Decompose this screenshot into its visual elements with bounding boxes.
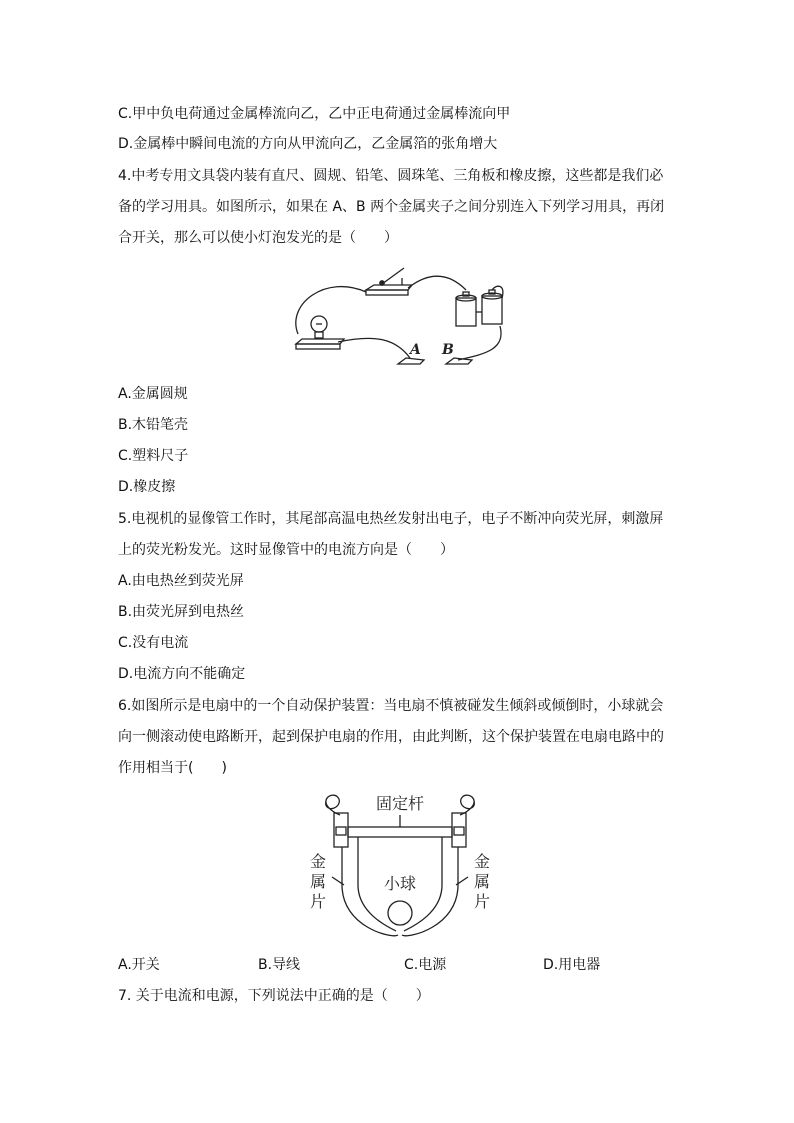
left-wire <box>326 795 340 815</box>
right-wire <box>460 795 474 815</box>
q3-option-c: C.甲中负电荷通过金属棒流向乙，乙中正电荷通过金属棒流向甲 <box>118 106 511 122</box>
q6-protection-figure <box>300 785 500 947</box>
q6-stem-line3: 作用相当于( ) <box>118 760 227 776</box>
q5-option-d: D.电流方向不能确定 <box>118 666 246 682</box>
battery-right <box>482 290 502 324</box>
wire-battery-clip-b <box>458 326 501 360</box>
battery-left <box>456 292 476 326</box>
q6-option-b: B.导线 <box>258 957 301 973</box>
q4-option-a: A.金属圆规 <box>118 386 188 402</box>
wire-switch-battery <box>408 276 466 290</box>
switch-base <box>366 285 412 290</box>
label-metal-left-3: 片 <box>309 892 327 911</box>
clip-a <box>398 358 424 364</box>
label-metal-right-1: 金 <box>473 852 491 871</box>
label-ball: 小球 <box>383 874 417 893</box>
label-clip-a: A <box>410 342 421 358</box>
q6-option-a: A.开关 <box>118 957 160 973</box>
lamp-base <box>296 339 344 344</box>
switch-knife <box>382 268 404 284</box>
label-metal-right-2: 属 <box>473 872 491 891</box>
q6-stem-line2: 向一侧滚动使电路断开，起到保护电扇的作用，由此判断，这个保护装置在电扇电路中的 <box>118 729 664 745</box>
q4-circuit-figure <box>286 254 516 374</box>
label-metal-left-1: 金 <box>309 852 327 871</box>
clip-b <box>446 358 472 364</box>
q5-stem-line1: 5.电视机的显像管工作时，其尾部高温电热丝发射出电子，电子不断冲向荧光屏，刺激屏 <box>118 511 664 527</box>
label-clip-b: B <box>442 342 454 358</box>
q7-stem-line1: 7. 关于电流和电源，下列说法中正确的是（ ） <box>118 988 430 1004</box>
fixed-rod <box>348 827 452 837</box>
q6-options <box>118 957 678 973</box>
label-metal-right-3: 片 <box>473 892 491 911</box>
wire-lamp-clip-a <box>338 338 410 358</box>
q4-option-c: C.塑料尺子 <box>118 448 189 464</box>
q4-stem-line1: 4.中考专用文具袋内装有直尺、圆规、铅笔、圆珠笔、三角板和橡皮擦，这些都是我们必 <box>118 168 664 184</box>
q6-stem-line1: 6.如图所示是电扇中的一个自动保护装置：当电扇不慎被碰发生倾斜或倾倒时，小球就会 <box>118 698 664 714</box>
q5-stem-line2: 上的荧光粉发光。这时显像管中的电流方向是（ ） <box>118 542 454 558</box>
q6-option-d: D.用电器 <box>543 957 601 973</box>
label-fixed-rod: 固定杆 <box>375 794 425 813</box>
label-metal-left-2: 属 <box>309 872 327 891</box>
ball <box>388 901 412 925</box>
q4-option-b: B.木铅笔壳 <box>118 417 189 433</box>
q5-option-b: B.由荧光屏到电热丝 <box>118 604 245 620</box>
q4-stem-line2: 备的学习用具。如图所示，如果在 A、B 两个金属夹子之间分别连入下列学习用具，再闭 <box>118 199 665 215</box>
q4-stem-line3: 合开关，那么可以使小灯泡发光的是（ ） <box>118 230 398 246</box>
q5-option-a: A.由电热丝到荧光屏 <box>118 573 244 589</box>
q6-option-c: C.电源 <box>404 957 447 973</box>
q4-option-d: D.橡皮擦 <box>118 479 176 495</box>
q3-option-d: D.金属棒中瞬间电流的方向从甲流向乙，乙金属箔的张角增大 <box>118 136 498 152</box>
wire-switch-lamp <box>296 287 366 334</box>
q5-option-c: C.没有电流 <box>118 635 189 651</box>
